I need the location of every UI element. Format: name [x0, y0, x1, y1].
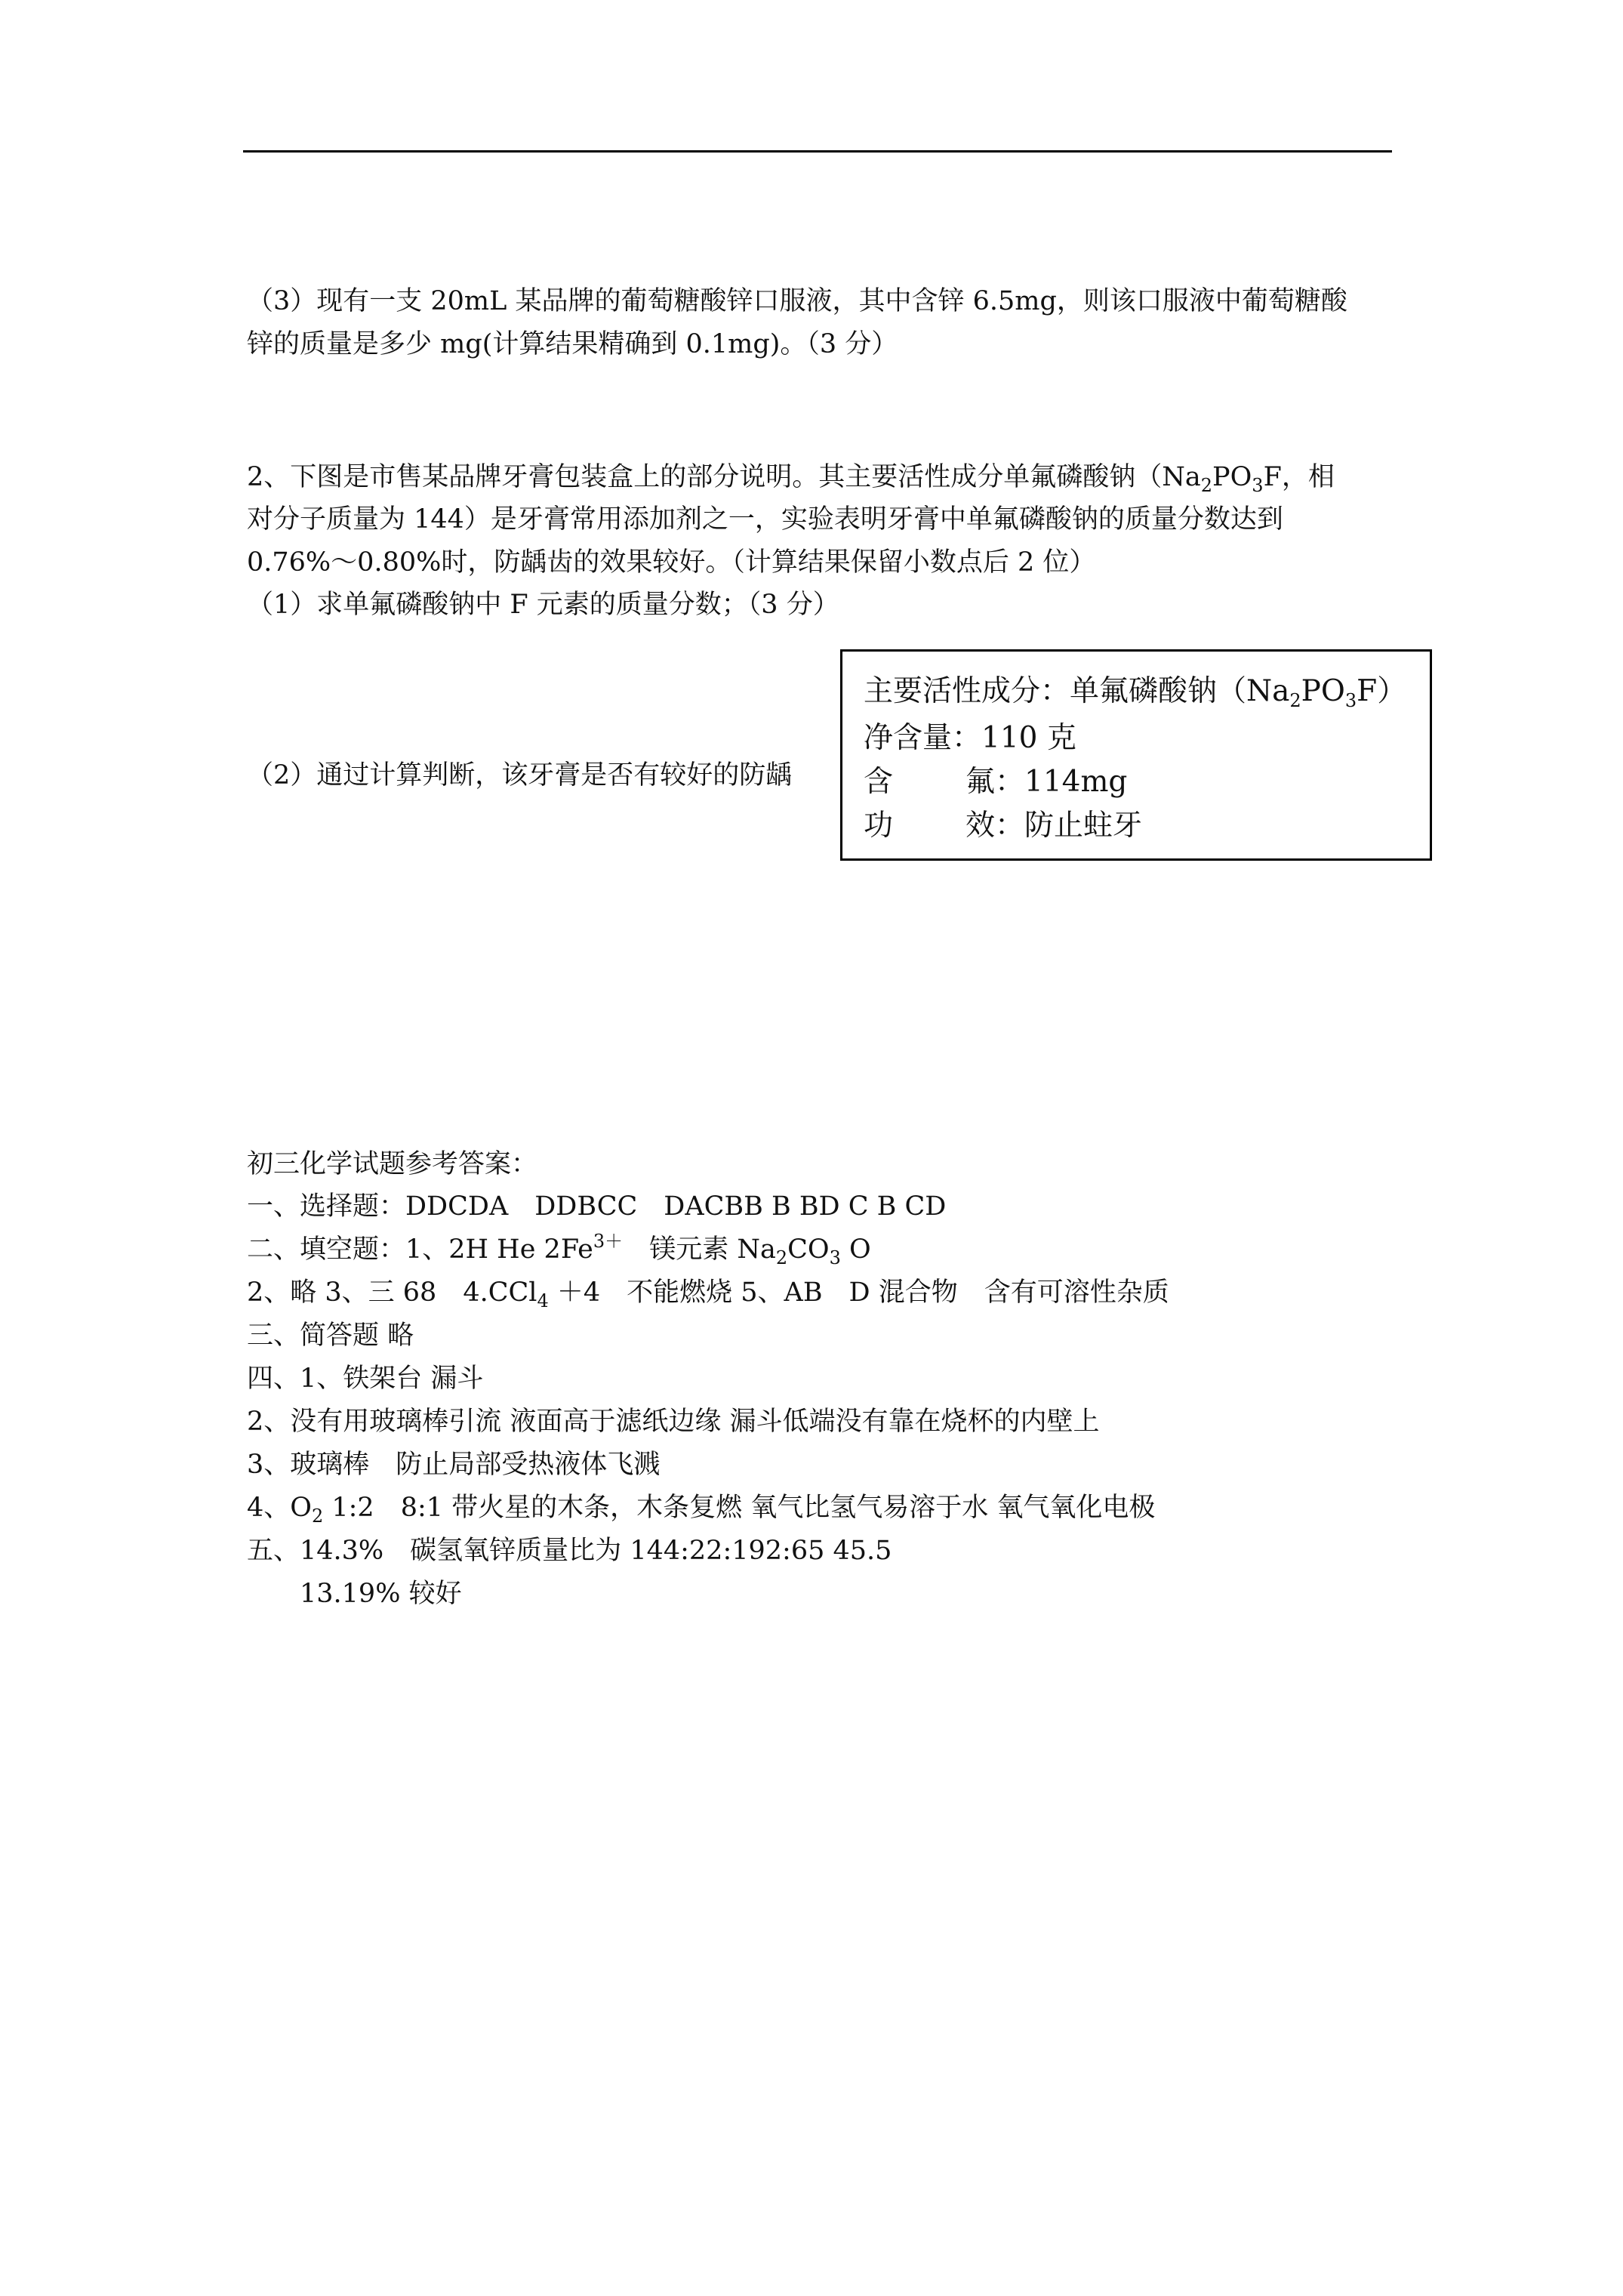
answer-line-9: 五、14.3% 碳氢氧锌质量比为 144:22:192:65 45.5	[247, 1536, 892, 1566]
label-fluorine: 含 氟：114mg	[864, 765, 1128, 799]
answer-line-4: 三、简答题 略	[247, 1321, 414, 1351]
label-effect: 功 效：防止蛀牙	[864, 809, 1143, 843]
q3-line-2: 锌的质量是多少 mg(计算结果精确到 0.1mg)。（3 分）	[247, 329, 898, 359]
q2-line-3: 0.76%～0.80%时，防龋齿的效果较好。（计算结果保留小数点后 2 位）	[247, 547, 1096, 578]
answer-line-8: 4、$O_2$ 1:2 8:1 带火星的木条，木条复燃 氧气比氢气易溶于水 氧气氧化电极	[247, 1493, 1156, 1527]
answer-line-2: 二、填空题：1、2H He $2Fe^{3+}$ 镁元素 $Na_2CO_3$ O	[247, 1231, 871, 1268]
toothpaste-label-box	[840, 649, 1432, 861]
answer-line-5: 四、1、铁架台 漏斗	[247, 1364, 484, 1394]
label-net-content: 净含量：110 克	[864, 721, 1076, 755]
q3-line-1: （3）现有一支 20mL 某品牌的葡萄糖酸锌口服液，其中含锌 6.5mg，则该口服液中葡萄糖酸	[247, 286, 1347, 316]
label-ingredient: 主要活性成分：单氟磷酸钠$(Na_2PO_3F)$	[864, 674, 1407, 711]
header-rule	[243, 150, 1392, 153]
q2-line-2: 对分子质量为 144）是牙膏常用添加剂之一，实验表明牙膏中单氟磷酸钠的质量分数达到	[247, 504, 1283, 535]
answer-line-7: 3、玻璃棒 防止局部受热液体飞溅	[247, 1450, 661, 1480]
answer-line-3: 2、略 3、三 68 4.CCl$_4$ ＋4 不能燃烧 5、AB D 混合物 含有可溶性杂质	[247, 1277, 1169, 1311]
answers-title: 初三化学试题参考答案：	[247, 1149, 538, 1179]
q2-line-1: 2、下图是市售某品牌牙膏包装盒上的部分说明。其主要活性成分单氟磷酸钠（$Na_2PO_3F$，相	[247, 462, 1335, 496]
q2-part-2: （2）通过计算判断，该牙膏是否有较好的防龋	[247, 760, 793, 791]
q2-part-1: （1）求单氟磷酸钠中 F 元素的质量分数；（3 分）	[247, 590, 839, 620]
answer-line-1: 一、选择题：DDCDA DDBCC DACBB B BD C B CD	[247, 1191, 947, 1222]
answer-line-6: 2、没有用玻璃棒引流 液面高于滤纸边缘 漏斗低端没有靠在烧杯的内壁上	[247, 1407, 1100, 1437]
answer-line-10: 13.19% 较好	[300, 1579, 462, 1609]
